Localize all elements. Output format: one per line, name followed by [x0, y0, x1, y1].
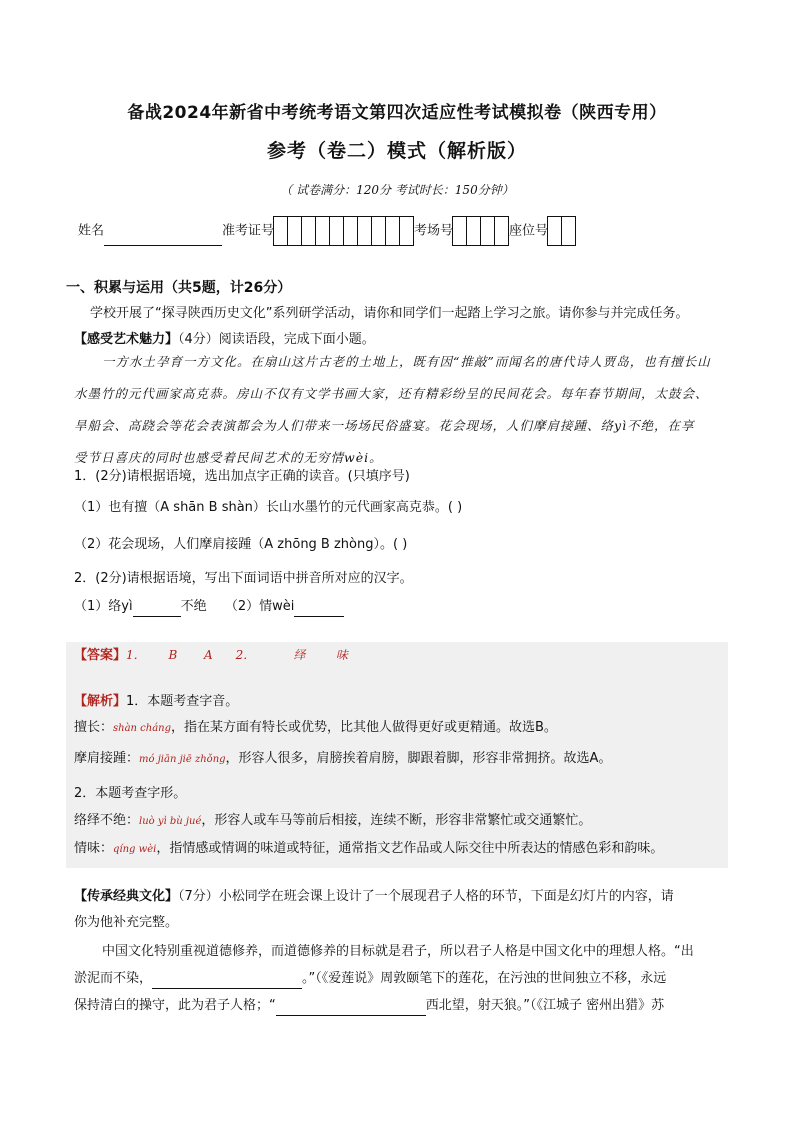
task2-label: 【传承经典文化】 — [74, 889, 179, 904]
fill-blank-1[interactable] — [152, 973, 302, 989]
q2-1-blank[interactable] — [133, 601, 181, 617]
item1-pinyin: shàn cháng — [113, 723, 172, 734]
item1-text: ，指在某方面有特长或优势，比其他人做得更好或更精通。故选B。 — [171, 720, 557, 735]
analysis-item — [74, 811, 734, 832]
task1-instruction: （4分）阅读语段，完成下面小题。 — [178, 332, 375, 347]
q2-1-label: （1）络yì — [74, 599, 133, 614]
passage-line: 水墨竹的元代画家高克恭。房山不仅有文学书画大家，还有精彩纷呈的民间花会。每年春节期间，太鼓会、 — [74, 386, 709, 401]
para2-start: 淤泥而不染， — [74, 971, 153, 986]
item2-text: ，形容人很多，肩膀挨着肩膀，脚跟着脚，形容非常拥挤。故选A。 — [225, 751, 612, 766]
item3-pinyin: luò yì bù jué — [139, 816, 202, 827]
passage-line: 旱船会、高跷会等花会表演都会为人们带来一场场民俗盛宴。花会现场，人们摩肩接踵、络yì不绝，在享 — [74, 418, 695, 433]
seat-boxes[interactable] — [548, 216, 576, 246]
task2-instruction: （7分）小松同学在班会课上设计了一个展现君子人格的环节，下面是幻灯片的内容，请 — [178, 889, 674, 904]
candidate-info-row — [78, 216, 576, 246]
para3-start: 保持清白的操守，此为君子人格；“ — [74, 998, 276, 1013]
item3-text: ，形容人或车马等前后相接，连续不断，形容非常繁忙或交通繁忙。 — [201, 813, 592, 828]
passage-line: 受节日喜庆的同时也感受着民间艺术的无穷情wèi。 — [74, 450, 383, 465]
room-boxes[interactable] — [453, 216, 509, 246]
passage-line: 一方水土孕育一方文化。在扇山这片古老的土地上，既有因“推敲”而闻名的唐代诗人贾岛，也有擅长山 — [102, 354, 711, 369]
para3-end: 西北望，射天狼。”（《江城子 密州出猎》苏 — [425, 998, 665, 1013]
answer-text: 1． B A 2． 绎 味 — [126, 648, 348, 662]
q2-2-label: （2）情wèi — [224, 599, 295, 614]
analysis-line1: 1．本题考查字音。 — [126, 694, 239, 709]
answer-label: 【答案】 — [74, 648, 127, 663]
answer-line — [74, 645, 348, 666]
name-field[interactable] — [104, 229, 222, 246]
question-2: 2．(2分)请根据语境，写出下面词语中拼音所对应的汉字。 — [74, 571, 413, 586]
analysis-item — [74, 749, 734, 770]
analysis-line — [74, 692, 238, 712]
para2-end: 。”（《爱莲说》周敦颐笔下的莲花，在污浊的世间独立不移，永远 — [302, 971, 667, 986]
analysis-label: 【解析】 — [74, 694, 127, 709]
analysis-item — [74, 839, 734, 860]
section1-intro: 学校开展了“探寻陕西历史文化”系列研学活动，请你和同学们一起踏上学习之旅。请你参与并完成任务。 — [90, 306, 689, 321]
item4-term: 情味： — [74, 841, 114, 856]
item3-term: 络绎不绝： — [74, 813, 140, 828]
item4-pinyin: qíng wèi — [113, 844, 157, 855]
question-1-2: （2）花会现场，人们摩肩接踵（A zhōng B zhòng）。( ) — [74, 537, 408, 552]
name-label: 姓名 — [78, 223, 105, 239]
analysis-item — [74, 718, 734, 739]
question-2-items — [74, 597, 344, 617]
item2-pinyin: mó jiān jiē zhǒng — [139, 754, 226, 765]
document-subtitle: 参考（卷二）模式（解析版） — [266, 140, 527, 162]
item4-text: ，指情感或情调的味道或特征，通常指文艺作品或人际交往中所表达的情感色彩和韵味。 — [156, 841, 664, 856]
q2-1-suffix: 不绝 — [180, 599, 207, 614]
paragraph-line: 中国文化特别重视道德修养，而道德修养的目标就是君子，所以君子人格是中国文化中的理想人格。“出 — [102, 944, 694, 959]
task2-heading — [74, 887, 734, 907]
task1-label: 【感受艺术魅力】 — [74, 332, 179, 347]
room-label: 考场号 — [414, 223, 454, 239]
paragraph-line — [74, 996, 734, 1016]
exam-meta: （ 试卷满分：120分 考试时长：150分钟） — [280, 183, 514, 197]
fill-blank-2[interactable] — [276, 1000, 426, 1016]
reading-passage — [74, 346, 734, 474]
task2-instruction-cont: 你为他补充完整。 — [74, 915, 179, 930]
seat-label: 座位号 — [509, 223, 549, 239]
item2-term: 摩肩接踵： — [74, 751, 140, 766]
analysis-line2: 2．本题考查字形。 — [74, 786, 187, 801]
document-title: 备战2024年新省中考统考语文第四次适应性考试模拟卷（陕西专用） — [127, 103, 667, 123]
q2-2-blank[interactable] — [294, 601, 344, 617]
question-1: 1．(2分)请根据语境，选出加点字正确的读音。(只填序号) — [74, 469, 410, 484]
item1-term: 擅长： — [74, 720, 114, 735]
question-1-1: （1）也有擅（A shān B shàn）长山水墨竹的元代画家高克恭。( ) — [74, 500, 463, 515]
exam-no-boxes[interactable] — [274, 216, 414, 246]
paragraph-line — [74, 969, 734, 989]
exam-no-label: 准考证号 — [222, 223, 275, 239]
section1-heading: 一、积累与运用（共5题，计26分） — [66, 280, 292, 296]
